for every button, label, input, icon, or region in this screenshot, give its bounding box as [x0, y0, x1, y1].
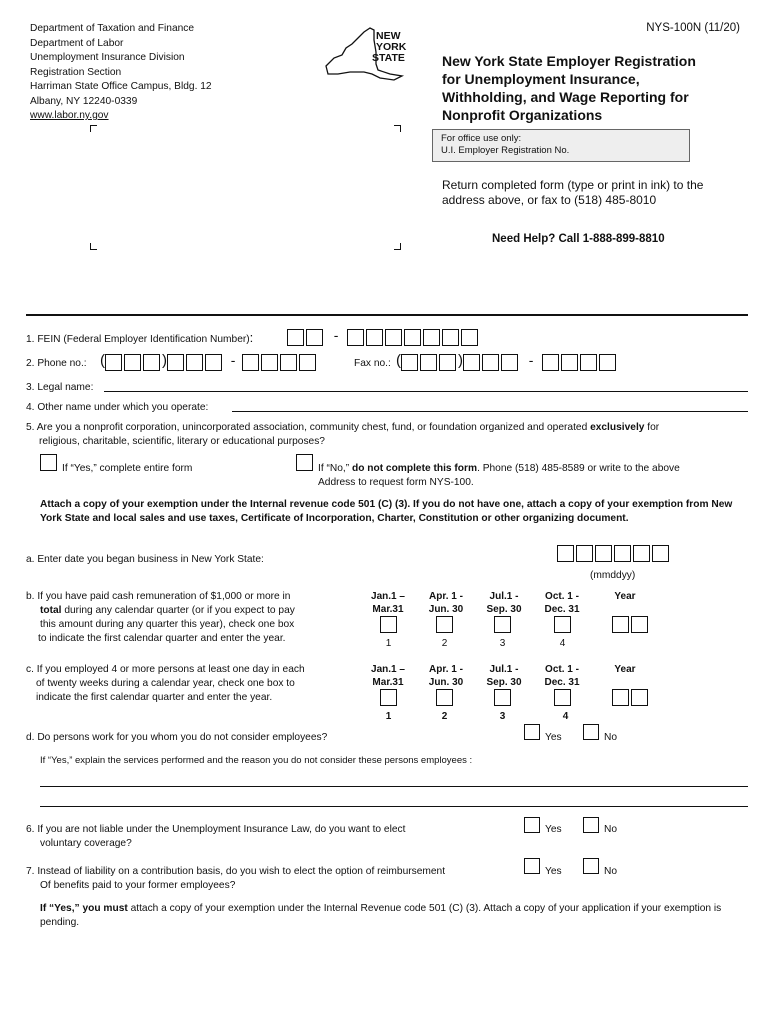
date-digit-box[interactable]	[595, 545, 612, 562]
qc-quarter-4-checkbox[interactable]	[554, 689, 571, 706]
fein-boxes[interactable]	[287, 327, 480, 346]
office-use-box	[432, 129, 690, 162]
qb-bold: total	[40, 605, 62, 616]
address-line: Registration Section	[30, 66, 122, 78]
qc-quarter-1-checkbox[interactable]	[380, 689, 397, 706]
fax-digit-box[interactable]	[599, 354, 616, 371]
quarter-header-3: Jul.1 - Sep. 30	[486, 591, 522, 615]
q5-text-end: for	[644, 422, 660, 433]
qc-quarter-3-checkbox[interactable]	[494, 689, 511, 706]
other-name-label: 4. Other name under which you operate:	[26, 402, 209, 413]
return-instructions: Return completed form (type or print in ink) to the address above, or fax to (518) 485-8010	[442, 178, 704, 207]
question-c	[26, 663, 366, 705]
form-number: NYS-100N (11/20)	[646, 22, 740, 34]
quarter-header-2: Apr. 1 - Jun. 30	[428, 664, 464, 688]
fein-digit-box[interactable]	[423, 329, 440, 346]
final-text: attach a copy of your exemption under the Internal Revenue code 501 (C) (3). Attach a copy of your application if your exemption is pending.	[40, 903, 722, 928]
q5-no-checkbox[interactable]	[296, 454, 313, 471]
qc-line: indicate the first calendar quarter and enter the year.	[36, 692, 273, 703]
fax-digit-box[interactable]	[420, 354, 437, 371]
title-line: for Unemployment Insurance,	[442, 71, 640, 87]
phone-paren: )	[162, 352, 167, 369]
other-name-field[interactable]	[232, 411, 748, 412]
legal-name-label: 3. Legal name:	[26, 382, 94, 393]
attach-instructions: Attach a copy of your exemption under the Internal revenue code 501 (C) (3). If you do not have one, attach a copy of your exemption from New York State and local sales and use taxes, Certificate of Incorporation, Charter, Constitution or other organizing document.	[40, 499, 733, 524]
fein-digit-box[interactable]	[385, 329, 402, 346]
fax-digit-box[interactable]	[401, 354, 418, 371]
quarter-number: 2	[441, 711, 448, 722]
phone-boxes[interactable]	[100, 352, 318, 371]
qc-quarter-2-checkbox[interactable]	[436, 689, 453, 706]
quarter-number: 4	[559, 638, 566, 649]
crop-mark	[394, 243, 401, 250]
crop-mark	[394, 125, 401, 132]
qd-no-checkbox[interactable]	[583, 724, 599, 740]
qc-year-boxes[interactable]	[612, 689, 650, 706]
q7-yes-checkbox[interactable]	[524, 858, 540, 874]
qd-label: d. Do persons work for you whom you do not consider employees?	[26, 732, 328, 743]
crop-mark	[90, 125, 97, 132]
quarter-number: 4	[562, 711, 569, 722]
quarter-header-3: Jul.1 - Sep. 30	[486, 664, 522, 688]
fein-label: 1. FEIN (Federal Employer Identification Number)	[26, 334, 250, 345]
phone-digit-box[interactable]	[186, 354, 203, 371]
fein-digit-box[interactable]	[442, 329, 459, 346]
q6-no-checkbox[interactable]	[583, 817, 599, 833]
q5-text: 5. Are you a nonprofit corporation, unincorporated association, community chest, fund, or foundation organized and operated	[26, 422, 591, 433]
quarter-number: 1	[385, 638, 392, 649]
start-date-label: a. Enter date you began business in New York State:	[26, 554, 264, 565]
fax-digit-box[interactable]	[482, 354, 499, 371]
date-format: (mmddyy)	[590, 570, 636, 581]
qb-line: during any calendar quarter (or if you expect to pay	[61, 605, 295, 616]
phone-digit-box[interactable]	[261, 354, 278, 371]
date-digit-box[interactable]	[652, 545, 669, 562]
phone-digit-box[interactable]	[105, 354, 122, 371]
fax-digit-box[interactable]	[580, 354, 597, 371]
phone-digit-box[interactable]	[242, 354, 259, 371]
date-digit-box[interactable]	[614, 545, 631, 562]
fein-digit-box[interactable]	[287, 329, 304, 346]
q5-no-text3: Address to request form NYS-100.	[318, 477, 474, 488]
q7-line: 7. Instead of liability on a contribution basis, do you wish to elect the option of reimbursement	[26, 866, 446, 877]
q7-no-label: No	[604, 866, 618, 877]
q7-line: Of benefits paid to your former employees?	[40, 880, 236, 891]
date-digit-box[interactable]	[557, 545, 574, 562]
fein-colon: :	[249, 330, 254, 345]
question-6	[26, 823, 405, 851]
phone-digit-box[interactable]	[299, 354, 316, 371]
fax-digit-box[interactable]	[542, 354, 559, 371]
q5-yes-label: If “Yes,” complete entire form	[62, 463, 193, 474]
quarter-number: 3	[499, 638, 506, 649]
ny-state-logo	[320, 22, 420, 82]
fax-digit-box[interactable]	[463, 354, 480, 371]
logo-text: NEW	[376, 30, 401, 42]
address-line: Unemployment Insurance Division	[30, 52, 185, 63]
address-line: Albany, NY 12240-0339	[30, 95, 138, 107]
fax-paren: (	[396, 352, 401, 369]
date-digit-box[interactable]	[576, 545, 593, 562]
logo-text: STATE	[372, 52, 405, 64]
q6-no-label: No	[604, 824, 618, 835]
phone-label: 2. Phone no.:	[26, 358, 87, 369]
fein-digit-box[interactable]	[306, 329, 323, 346]
qb-line: to indicate the first calendar quarter and enter the year.	[38, 633, 286, 644]
fax-paren: )	[458, 352, 463, 369]
phone-digit-box[interactable]	[280, 354, 297, 371]
fein-digit-box[interactable]	[366, 329, 383, 346]
address-line: Harriman State Office Campus, Bldg. 12	[30, 81, 212, 92]
quarter-header-4: Oct. 1 - Dec. 31	[544, 591, 580, 615]
qb-year-boxes[interactable]	[612, 616, 650, 633]
quarter-header-1: Jan.1 – Mar.31	[371, 591, 405, 615]
fax-dash: -	[528, 352, 534, 368]
quarter-header-4: Oct. 1 - Dec. 31	[544, 664, 580, 688]
qb-line: this amount during any quarter this year), check one box	[40, 619, 295, 630]
fein-digit-box[interactable]	[404, 329, 421, 346]
logo-text: YORK	[376, 41, 407, 53]
q7-yes-label: Yes	[545, 866, 562, 877]
q5-no-label	[318, 462, 748, 490]
phone-digit-box[interactable]	[143, 354, 160, 371]
quarter-number: 2	[441, 638, 448, 649]
qb-quarter-2-checkbox[interactable]	[436, 616, 453, 633]
qb-line: b. If you have paid cash remuneration of $1,000 or more in	[26, 591, 291, 602]
phone-digit-box[interactable]	[205, 354, 222, 371]
fax-digit-box[interactable]	[439, 354, 456, 371]
fein-digit-box[interactable]	[461, 329, 478, 346]
year-header: Year	[614, 664, 636, 675]
department-address	[30, 22, 212, 124]
phone-digit-box[interactable]	[167, 354, 184, 371]
final-instructions	[40, 902, 746, 930]
q6-line: voluntary coverage?	[40, 838, 132, 849]
fax-label: Fax no.:	[354, 358, 391, 369]
phone-paren: (	[100, 352, 105, 369]
fax-boxes[interactable]	[396, 352, 618, 371]
qc-line: c. If you employed 4 or more persons at least one day in each	[26, 664, 305, 675]
quarter-header-1: Jan.1 – Mar.31	[371, 664, 405, 688]
q6-yes-label: Yes	[545, 824, 562, 835]
address-line: Department of Taxation and Finance	[30, 23, 195, 34]
address-line: Department of Labor	[30, 37, 124, 49]
fein-row	[26, 331, 253, 347]
start-date-boxes[interactable]	[557, 545, 671, 562]
qd-no-label: No	[604, 732, 618, 743]
quarter-number: 1	[385, 711, 392, 722]
qd-explain-line-1[interactable]	[40, 786, 748, 787]
q6-line: 6. If you are not liable under the Unemployment Insurance Law, do you want to elect	[26, 824, 406, 835]
office-use-label: For office use only:	[441, 133, 522, 144]
final-bold: If “Yes,” you must	[40, 903, 128, 914]
q6-yes-checkbox[interactable]	[524, 817, 540, 833]
q5-text-line2: religious, charitable, scientific, literary or educational purposes?	[39, 436, 325, 447]
q5-yes-checkbox[interactable]	[40, 454, 57, 471]
nonprofit-question	[26, 421, 748, 449]
office-use-field: U.I. Employer Registration No.	[441, 145, 570, 156]
qd-explain-line-2[interactable]	[40, 806, 748, 807]
q5-no-bold: do not complete this form	[351, 463, 478, 474]
qc-line: of twenty weeks during a calendar year, check one box to	[36, 678, 295, 689]
section-divider	[26, 314, 748, 316]
quarter-header-2: Apr. 1 - Jun. 30	[428, 591, 464, 615]
title-line: Withholding, and Wage Reporting for	[442, 89, 689, 105]
question-b	[26, 590, 366, 646]
q5-no-text2: . Phone (518) 485-8589 or write to the above	[477, 463, 680, 474]
year-header: Year	[614, 591, 636, 602]
q5-no-text: If “No,”	[318, 463, 352, 474]
help-phone: Need Help? Call 1-888-899-8810	[492, 233, 665, 245]
qd-yes-label: Yes	[545, 732, 562, 743]
crop-mark	[90, 243, 97, 250]
title-line: Nonprofit Organizations	[442, 107, 603, 123]
form-title	[442, 52, 742, 124]
q5-bold: exclusively	[590, 422, 645, 433]
website-link[interactable]: www.labor.ny.gov	[30, 110, 109, 121]
question-7	[26, 865, 445, 893]
fax-digit-box[interactable]	[501, 354, 518, 371]
q7-no-checkbox[interactable]	[583, 858, 599, 874]
qb-quarter-3-checkbox[interactable]	[494, 616, 511, 633]
qb-quarter-1-checkbox[interactable]	[380, 616, 397, 633]
quarter-number: 3	[499, 711, 506, 722]
date-digit-box[interactable]	[633, 545, 650, 562]
phone-dash: -	[230, 352, 236, 368]
fein-digit-box[interactable]	[347, 329, 364, 346]
legal-name-field[interactable]	[104, 391, 748, 392]
qd-explain-label: If “Yes,” explain the services performed and the reason you do not consider these persons employees :	[40, 755, 473, 766]
fein-dash: -	[333, 327, 339, 343]
title-line: New York State Employer Registration	[442, 53, 696, 69]
fax-digit-box[interactable]	[561, 354, 578, 371]
phone-digit-box[interactable]	[124, 354, 141, 371]
qd-yes-checkbox[interactable]	[524, 724, 540, 740]
qb-quarter-4-checkbox[interactable]	[554, 616, 571, 633]
